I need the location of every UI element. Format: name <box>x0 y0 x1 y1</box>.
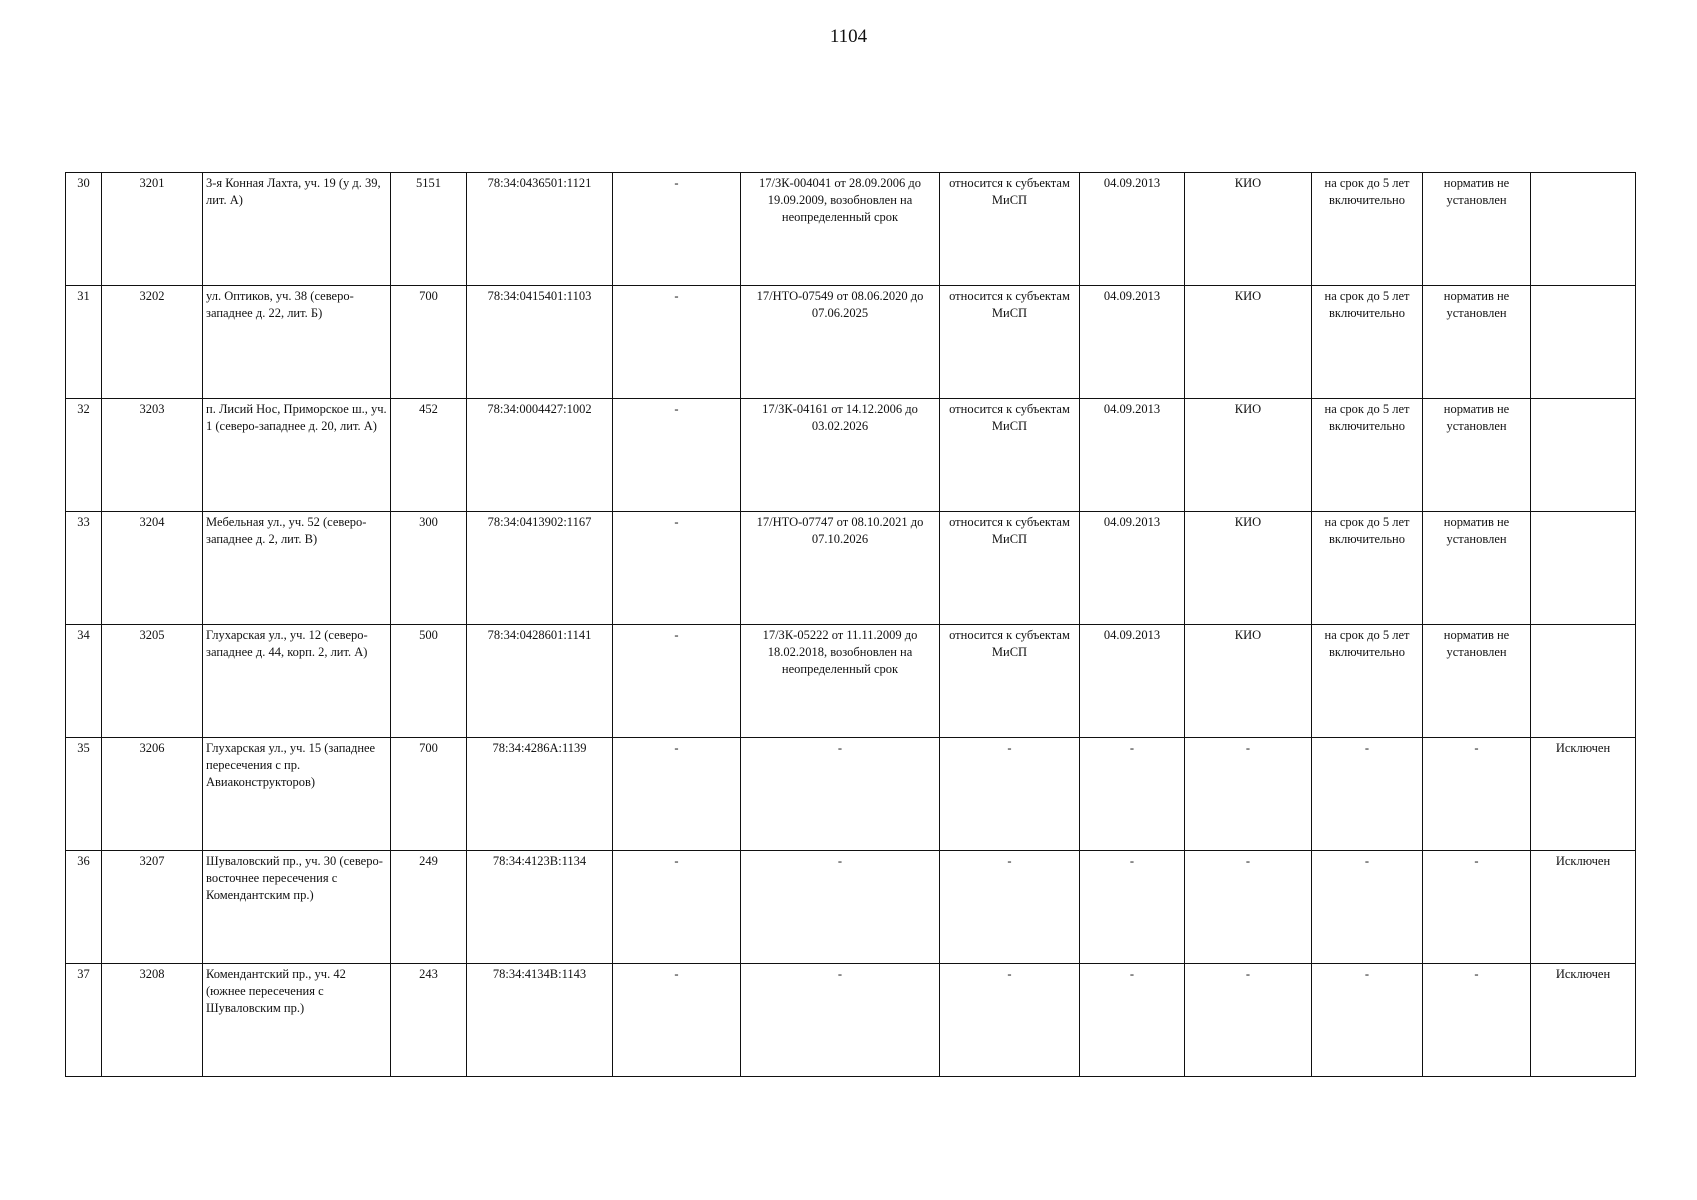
object-code: 3201 <box>102 173 203 286</box>
cadastral-number: 78:34:4123В:1134 <box>467 851 613 964</box>
term: на срок до 5 лет включительно <box>1312 625 1423 738</box>
area: 5151 <box>391 173 467 286</box>
object-code: 3205 <box>102 625 203 738</box>
table-row <box>66 964 1636 1077</box>
row-number: 36 <box>66 851 102 964</box>
row-number: 33 <box>66 512 102 625</box>
note <box>1531 399 1636 512</box>
address: п. Лисий Нос, Приморское ш., уч. 1 (северо-западнее д. 20, лит. А) <box>203 399 391 512</box>
column-6: - <box>613 625 741 738</box>
address: Комендантский пр., уч. 42 (южнее пересечения с Шуваловским пр.) <box>203 964 391 1077</box>
table-body <box>66 173 1636 1077</box>
date: 04.09.2013 <box>1080 173 1185 286</box>
category: относится к субъектам МиСП <box>940 399 1080 512</box>
table-row <box>66 625 1636 738</box>
cadastral-number: 78:34:0415401:1103 <box>467 286 613 399</box>
norm: норматив не установлен <box>1423 625 1531 738</box>
date: 04.09.2013 <box>1080 286 1185 399</box>
date: - <box>1080 738 1185 851</box>
note <box>1531 173 1636 286</box>
cadastral-number: 78:34:4286А:1139 <box>467 738 613 851</box>
address: 3-я Конная Лахта, уч. 19 (у д. 39, лит. А) <box>203 173 391 286</box>
norm: норматив не установлен <box>1423 399 1531 512</box>
category: относится к субъектам МиСП <box>940 512 1080 625</box>
date: 04.09.2013 <box>1080 399 1185 512</box>
object-code: 3203 <box>102 399 203 512</box>
column-6: - <box>613 851 741 964</box>
cadastral-number: 78:34:0428601:1141 <box>467 625 613 738</box>
column-6: - <box>613 738 741 851</box>
row-number: 31 <box>66 286 102 399</box>
term: - <box>1312 964 1423 1077</box>
area: 700 <box>391 738 467 851</box>
norm: норматив не установлен <box>1423 173 1531 286</box>
term: на срок до 5 лет включительно <box>1312 512 1423 625</box>
organization: КИО <box>1185 399 1312 512</box>
cadastral-number: 78:34:4134В:1143 <box>467 964 613 1077</box>
term: на срок до 5 лет включительно <box>1312 286 1423 399</box>
note <box>1531 286 1636 399</box>
area: 700 <box>391 286 467 399</box>
object-code: 3202 <box>102 286 203 399</box>
column-6: - <box>613 964 741 1077</box>
term: на срок до 5 лет включительно <box>1312 399 1423 512</box>
address: Мебельная ул., уч. 52 (северо-западнее д. 2, лит. В) <box>203 512 391 625</box>
column-6: - <box>613 286 741 399</box>
column-6: - <box>613 399 741 512</box>
note <box>1531 512 1636 625</box>
address: ул. Оптиков, уч. 38 (северо-западнее д. 22, лит. Б) <box>203 286 391 399</box>
table-row <box>66 512 1636 625</box>
organization: - <box>1185 851 1312 964</box>
contract: 17/НТО-07747 от 08.10.2021 до 07.10.2026 <box>741 512 940 625</box>
row-number: 32 <box>66 399 102 512</box>
table-row <box>66 173 1636 286</box>
date: 04.09.2013 <box>1080 625 1185 738</box>
contract: - <box>741 851 940 964</box>
row-number: 34 <box>66 625 102 738</box>
contract: - <box>741 964 940 1077</box>
organization: КИО <box>1185 286 1312 399</box>
norm: - <box>1423 964 1531 1077</box>
area: 500 <box>391 625 467 738</box>
area: 249 <box>391 851 467 964</box>
cadastral-number: 78:34:0413902:1167 <box>467 512 613 625</box>
category: относится к субъектам МиСП <box>940 173 1080 286</box>
date: - <box>1080 851 1185 964</box>
note: Исключен <box>1531 738 1636 851</box>
note: Исключен <box>1531 964 1636 1077</box>
date: 04.09.2013 <box>1080 512 1185 625</box>
norm: - <box>1423 738 1531 851</box>
organization: КИО <box>1185 512 1312 625</box>
cadastral-number: 78:34:0004427:1002 <box>467 399 613 512</box>
contract: 17/ЗК-004041 от 28.09.2006 до 19.09.2009, возобновлен на неопределенный срок <box>741 173 940 286</box>
address: Шуваловский пр., уч. 30 (северо-восточнее пересечения с Комендантским пр.) <box>203 851 391 964</box>
area: 300 <box>391 512 467 625</box>
contract: 17/НТО-07549 от 08.06.2020 до 07.06.2025 <box>741 286 940 399</box>
table-row <box>66 286 1636 399</box>
organization: КИО <box>1185 625 1312 738</box>
object-code: 3207 <box>102 851 203 964</box>
norm: - <box>1423 851 1531 964</box>
area: 243 <box>391 964 467 1077</box>
column-6: - <box>613 512 741 625</box>
object-code: 3206 <box>102 738 203 851</box>
contract: 17/ЗК-05222 от 11.11.2009 до 18.02.2018, возобновлен на неопределенный срок <box>741 625 940 738</box>
row-number: 37 <box>66 964 102 1077</box>
column-6: - <box>613 173 741 286</box>
contract: - <box>741 738 940 851</box>
table-row <box>66 851 1636 964</box>
address: Глухарская ул., уч. 15 (западнее пересечения с пр. Авиаконструкторов) <box>203 738 391 851</box>
organization: - <box>1185 964 1312 1077</box>
note <box>1531 625 1636 738</box>
category: - <box>940 851 1080 964</box>
address: Глухарская ул., уч. 12 (северо-западнее д. 44, корп. 2, лит. А) <box>203 625 391 738</box>
category: - <box>940 738 1080 851</box>
term: - <box>1312 851 1423 964</box>
object-code: 3208 <box>102 964 203 1077</box>
table-row <box>66 738 1636 851</box>
object-code: 3204 <box>102 512 203 625</box>
term: на срок до 5 лет включительно <box>1312 173 1423 286</box>
row-number: 30 <box>66 173 102 286</box>
category: - <box>940 964 1080 1077</box>
date: - <box>1080 964 1185 1077</box>
row-number: 35 <box>66 738 102 851</box>
table-row <box>66 399 1636 512</box>
norm: норматив не установлен <box>1423 286 1531 399</box>
category: относится к субъектам МиСП <box>940 625 1080 738</box>
term: - <box>1312 738 1423 851</box>
area: 452 <box>391 399 467 512</box>
contract: 17/ЗК-04161 от 14.12.2006 до 03.02.2026 <box>741 399 940 512</box>
note: Исключен <box>1531 851 1636 964</box>
organization: - <box>1185 738 1312 851</box>
page-number: 1104 <box>829 26 868 47</box>
organization: КИО <box>1185 173 1312 286</box>
registry-table <box>65 172 1636 1077</box>
norm: норматив не установлен <box>1423 512 1531 625</box>
cadastral-number: 78:34:0436501:1121 <box>467 173 613 286</box>
category: относится к субъектам МиСП <box>940 286 1080 399</box>
